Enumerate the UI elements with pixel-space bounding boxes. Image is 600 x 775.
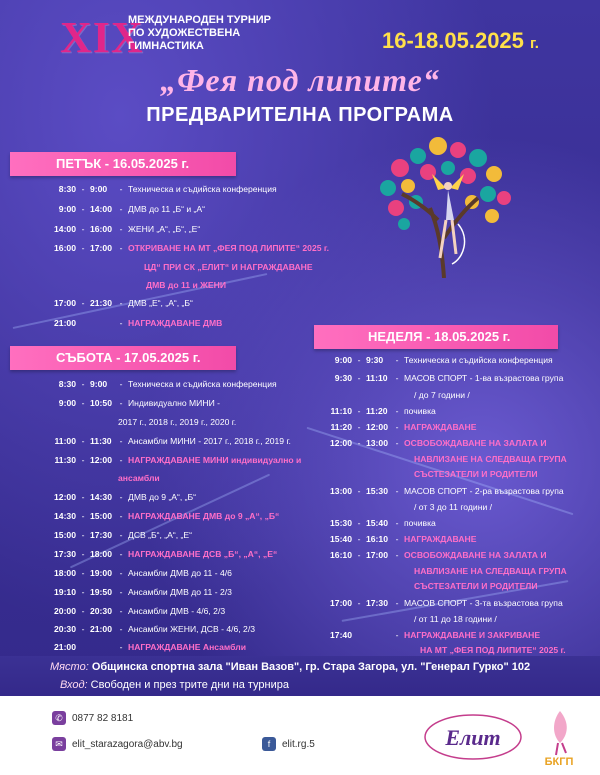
schedule-row: 21:00 - НАГРАЖДАВАНЕ ДМВ — [40, 318, 222, 328]
start-time: 12:00 — [330, 438, 352, 448]
schedule-row: 8:30 - 9:00 - Техническа и съдийска конференция — [40, 379, 277, 389]
start-time: 17:40 — [330, 630, 352, 640]
start-time: 14:00 — [54, 224, 76, 234]
event: ДМВ до 9 „А“, „Б“ — [128, 492, 197, 502]
schedule-row: 15:40 - 16:10 - НАГРАЖДАВАНЕ — [318, 534, 476, 544]
schedule-row: 19:10 - 19:50 - Ансамбли ДМВ до 11 - 2/3 — [40, 587, 232, 597]
start-time: 12:00 — [54, 492, 76, 502]
schedule-row: 20:00 - 20:30 - Ансамбли ДМВ - 4/6, 2/3 — [40, 606, 225, 616]
event: Техническа и съдийска конференция — [404, 355, 553, 365]
schedule-row: 15:30 - 15:40 - почивка — [318, 518, 436, 528]
event-continuation: НА МТ „ФЕЯ ПОД ЛИПИТЕ“ 2025 г. — [420, 645, 566, 655]
event: Ансамбли ДМВ до 11 - 4/6 — [128, 568, 232, 578]
event-continuation: НАВЛИЗАНЕ НА СЛЕДВАЩА ГРУПА — [414, 454, 567, 464]
end-time: 15:00 — [90, 511, 112, 521]
end-time: 9:00 — [90, 184, 108, 194]
schedule-row: 12:00 - 13:00 - ОСВОБОЖДАВАНЕ НА ЗАЛАТА И — [318, 438, 547, 448]
end-time: 19:50 — [90, 587, 112, 597]
schedule-row: 11:00 - 11:30 - Ансамбли МИНИ - 2017 г., 2018 г., 2019 г. — [40, 436, 291, 446]
schedule-row: 9:00 - 9:30 - Техническа и съдийска конференция — [318, 355, 553, 365]
end-time: 11:30 — [90, 436, 112, 446]
event: ДМВ „Е“, „А“, „Б“ — [128, 298, 193, 308]
end-time: 15:30 — [366, 486, 388, 496]
event: НАГРАЖДАВАНЕ ДМВ — [128, 318, 223, 328]
start-time: 15:30 — [330, 518, 352, 528]
facebook-handle[interactable]: elit.rg.5 — [282, 738, 315, 750]
end-time: 17:30 — [366, 598, 388, 608]
event-continuation: НАВЛИЗАНЕ НА СЛЕДВАЩА ГРУПА — [414, 566, 567, 576]
start-time: 9:00 — [58, 204, 76, 214]
end-time: 21:30 — [90, 298, 112, 308]
start-time: 17:30 — [54, 549, 76, 559]
start-time: 9:00 — [58, 398, 76, 408]
tree-gymnast-illustration — [360, 128, 530, 278]
end-time: 17:00 — [90, 243, 112, 253]
schedule-row: 9:00 - 10:50 - Индивидуално МИНИ - — [40, 398, 220, 408]
schedule-row: 16:10 - 17:00 - ОСВОБОЖДАВАНЕ НА ЗАЛАТА И — [318, 550, 547, 560]
end-time: 10:50 — [90, 398, 112, 408]
start-time: 20:00 — [54, 606, 76, 616]
end-time: 15:40 — [366, 518, 388, 528]
event: ОТКРИВАНЕ НА МТ „ФЕЯ ПОД ЛИПИТЕ“ 2025 г. — [128, 243, 330, 253]
end-time: 13:00 — [366, 438, 388, 448]
schedule-row: 8:30 - 9:00 - Техническа и съдийска конференция — [40, 184, 277, 194]
entry-label: Вход: — [60, 679, 88, 691]
event: Ансамбли ДМВ - 4/6, 2/3 — [128, 606, 226, 616]
end-time: 9:00 — [90, 379, 108, 389]
phone-icon: ✆ — [52, 711, 66, 725]
dates-suffix: г. — [530, 35, 539, 52]
start-time: 20:30 — [54, 624, 76, 634]
end-time: 21:00 — [90, 624, 112, 634]
schedule-row: 16:00 - 17:00 - ОТКРИВАНЕ НА МТ „ФЕЯ ПОД ЛИПИТЕ“ 2025 г. — [40, 243, 329, 253]
elit-club-logo — [418, 705, 528, 765]
event: почивка — [404, 518, 436, 528]
event: Ансамбли ЖЕНИ, ДСВ - 4/6, 2/3 — [128, 624, 255, 634]
event: НАГРАЖДАВАНЕ ДСВ „Б“, „А“, „Е“ — [128, 549, 278, 559]
start-time: 14:30 — [54, 511, 76, 521]
schedule-row: 11:20 - 12:00 - НАГРАЖДАВАНЕ — [318, 422, 476, 432]
event: Индивидуално МИНИ - — [128, 398, 220, 408]
event-continuation: ансамбли — [118, 473, 160, 483]
tournament-title — [128, 14, 271, 53]
day-banner-saturday: СЪБОТА - 17.05.2025 г. — [10, 346, 236, 370]
event: НАГРАЖДАВАНЕ ДМВ до 9 „А“, „Б“ — [128, 511, 280, 521]
event-continuation: СЪСТЕЗАТЕЛИ И РОДИТЕЛИ — [414, 469, 538, 479]
venue-label: Място: — [50, 661, 89, 673]
schedule-row: 17:00 - 21:30 - ДМВ „Е“, „А“, „Б“ — [40, 298, 193, 308]
schedule-row: 17:40 - НАГРАЖДАВАНЕ И ЗАКРИВАНЕ — [318, 630, 540, 640]
event-continuation: ЦД“ ПРИ СК „ЕЛИТ“ И НАГРАЖДАВАНЕ — [144, 262, 313, 272]
end-time: 11:20 — [366, 406, 388, 416]
schedule-row: 20:30 - 21:00 - Ансамбли ЖЕНИ, ДСВ - 4/6, 2/3 — [40, 624, 255, 634]
phone-number: 0877 82 8181 — [72, 712, 134, 724]
day-banner-friday: ПЕТЪК - 16.05.2025 г. — [10, 152, 236, 176]
event: НАГРАЖДАВАНЕ МИНИ индивидуално и — [128, 455, 302, 465]
event-continuation: / до 7 години / — [414, 390, 470, 400]
elit-logo-text: Елит — [445, 725, 501, 750]
end-time: 17:30 — [90, 530, 112, 540]
start-time: 21:00 — [54, 642, 76, 652]
event: ОСВОБОЖДАВАНЕ НА ЗАЛАТА И — [404, 550, 547, 560]
start-time: 15:00 — [54, 530, 76, 540]
start-time: 11:30 — [54, 455, 76, 465]
tournament-line: МЕЖДУНАРОДЕН ТУРНИР — [128, 14, 272, 26]
entry-line — [60, 679, 289, 691]
end-time: 14:00 — [90, 204, 112, 214]
end-time: 9:30 — [366, 355, 384, 365]
end-time: 16:10 — [366, 534, 388, 544]
event: НАГРАЖДАВАНЕ — [404, 534, 477, 544]
start-time: 16:10 — [330, 550, 352, 560]
event: Техническа и съдийска конференция — [128, 379, 277, 389]
tournament-line: ГИМНАСТИКА — [128, 40, 204, 52]
event: Ансамбли ДМВ до 11 - 2/3 — [128, 587, 232, 597]
contact-facebook — [262, 737, 315, 751]
event: Ансамбли МИНИ - 2017 г., 2018 г., 2019 г. — [128, 436, 291, 446]
end-time: 14:30 — [90, 492, 112, 502]
event: НАГРАЖДАВАНЕ Ансамбли — [128, 642, 247, 652]
schedule-row: 12:00 - 14:30 - ДМВ до 9 „А“, „Б“ — [40, 492, 196, 502]
schedule-row: 9:00 - 14:00 - ДМВ до 11 „Б“ и „А“ — [40, 204, 205, 214]
end-time: 11:10 — [366, 373, 388, 383]
schedule-row: 14:00 - 16:00 - ЖЕНИ „А“, „Б“, „Е“ — [40, 224, 200, 234]
contact-phone — [52, 711, 133, 725]
event: НАГРАЖДАВАНЕ — [404, 422, 477, 432]
start-time: 9:00 — [334, 355, 352, 365]
event: МАСОВ СПОРТ - 1-ва възрастова група — [404, 373, 564, 383]
event: МАСОВ СПОРТ - 2-ра възрастова група — [404, 486, 564, 496]
start-time: 11:10 — [330, 406, 352, 416]
entry-text: Свободен и през трите дни на турнира — [90, 679, 289, 691]
event-dates — [382, 28, 539, 54]
contact-email — [52, 737, 183, 751]
start-time: 13:00 — [330, 486, 352, 496]
email-icon: ✉ — [52, 737, 66, 751]
schedule-row: 17:00 - 17:30 - МАСОВ СПОРТ - 3-та възрастова група — [318, 598, 563, 608]
start-time: 11:20 — [330, 422, 352, 432]
start-time: 15:40 — [330, 534, 352, 544]
end-time: 12:00 — [366, 422, 388, 432]
dates-value: 16-18.05.2025 — [382, 28, 524, 53]
bkgp-logo — [530, 705, 588, 769]
day-banner-sunday: НЕДЕЛЯ - 18.05.2025 г. — [314, 325, 558, 349]
schedule-row: 13:00 - 15:30 - МАСОВ СПОРТ - 2-ра възрастова група — [318, 486, 564, 496]
edition-numeral: XIX — [60, 13, 144, 62]
venue-line — [50, 661, 530, 673]
start-time: 18:00 — [54, 568, 76, 578]
event: ОСВОБОЖДАВАНЕ НА ЗАЛАТА И — [404, 438, 547, 448]
bkgp-logo-text: БКГП — [544, 756, 574, 768]
event: НАГРАЖДАВАНЕ И ЗАКРИВАНЕ — [404, 630, 541, 640]
end-time: 12:00 — [90, 455, 112, 465]
start-time: 8:30 — [58, 184, 76, 194]
schedule-row: 9:30 - 11:10 - МАСОВ СПОРТ - 1-ва възрастова група — [318, 373, 563, 383]
end-time: 20:30 — [90, 606, 112, 616]
event-continuation: ДМВ до 11 и ЖЕНИ — [146, 280, 226, 290]
event: ЖЕНИ „А“, „Б“, „Е“ — [128, 224, 201, 234]
schedule-row: 15:00 - 17:30 - ДСВ „Б“, „А“, „Е“ — [40, 530, 192, 540]
facebook-icon: f — [262, 737, 276, 751]
schedule-row: 14:30 - 15:00 - НАГРАЖДАВАНЕ ДМВ до 9 „А“, „Б“ — [40, 511, 279, 521]
event-continuation: / от 11 до 18 години / — [414, 614, 497, 624]
event: ДСВ „Б“, „А“, „Е“ — [128, 530, 192, 540]
event: Техническа и съдийска конференция — [128, 184, 277, 194]
event: ДМВ до 11 „Б“ и „А“ — [128, 204, 205, 214]
event-continuation: 2017 г., 2018 г., 2019 г., 2020 г. — [118, 417, 237, 427]
start-time: 17:00 — [330, 598, 352, 608]
schedule-row: 11:30 - 12:00 - НАГРАЖДАВАНЕ МИНИ индивидуално и — [40, 455, 301, 465]
start-time: 11:00 — [54, 436, 76, 446]
end-time: 16:00 — [90, 224, 112, 234]
event: почивка — [404, 406, 436, 416]
start-time: 19:10 — [54, 587, 76, 597]
event-continuation: СЪСТЕЗАТЕЛИ И РОДИТЕЛИ — [414, 581, 538, 591]
end-time: 19:00 — [90, 568, 112, 578]
schedule-row: 21:00 - НАГРАЖДАВАНЕ Ансамбли — [40, 642, 246, 652]
page-title: ПРЕДВАРИТЕЛНА ПРОГРАМА — [146, 104, 454, 126]
start-time: 16:00 — [54, 243, 76, 253]
venue-text: Общинска спортна зала "Иван Вазов", гр. Стара Загора, ул. "Генерал Гурко" 102 — [91, 661, 531, 673]
start-time: 8:30 — [58, 379, 76, 389]
event-continuation: / от 3 до 11 години / — [414, 502, 493, 512]
schedule-row: 18:00 - 19:00 - Ансамбли ДМВ до 11 - 4/6 — [40, 568, 232, 578]
start-time: 21:00 — [54, 318, 76, 328]
start-time: 9:30 — [334, 373, 352, 383]
schedule-row: 11:10 - 11:20 - почивка — [318, 406, 436, 416]
event: МАСОВ СПОРТ - 3-та възрастова група — [404, 598, 563, 608]
end-time: 18:00 — [90, 549, 112, 559]
email-address[interactable]: elit_starazagora@abv.bg — [72, 738, 183, 750]
tournament-name: „Фея под липите“ — [160, 62, 440, 98]
tournament-line: ПО ХУДОЖЕСТВЕНА — [128, 27, 241, 39]
schedule-row: 17:30 - 18:00 - НАГРАЖДАВАНЕ ДСВ „Б“, „А“, „Е“ — [40, 549, 277, 559]
start-time: 17:00 — [54, 298, 76, 308]
end-time: 17:00 — [366, 550, 388, 560]
